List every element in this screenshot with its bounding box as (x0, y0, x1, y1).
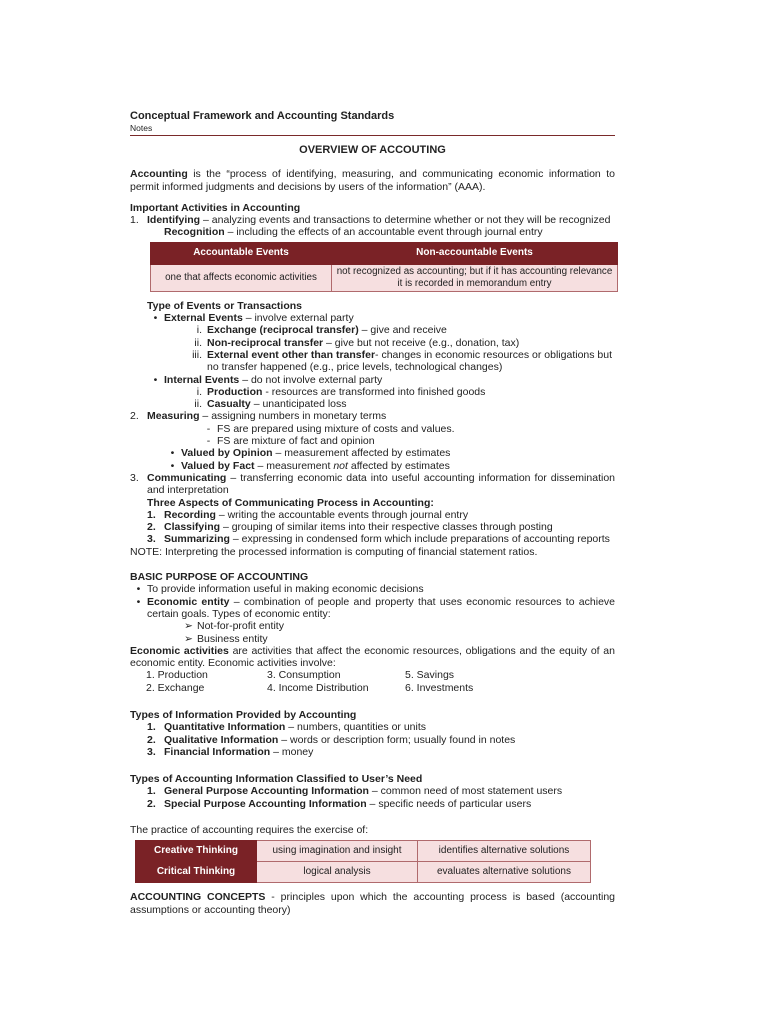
header-rule (130, 135, 615, 136)
aspects-heading: Three Aspects of Communicating Process in Accounting: (147, 496, 434, 509)
document-page (130, 110, 615, 916)
info-type-item (147, 734, 615, 746)
info-type-term: Financial Information (164, 745, 271, 758)
communicating-item (130, 472, 615, 497)
bullet: • (170, 447, 175, 460)
aspect-text: – expressing in condensed form which include preparations of accounting reports (229, 533, 610, 546)
activities-text: are activities that affect the economic resources, obligations and the equity of an economic entity. Economic activities involve: (130, 644, 615, 670)
sub-term: Exchange (reciprocal transfer) (207, 324, 359, 337)
concepts-text: - principles upon which the accounting process is based (accounting assumptions or accounting theory) (130, 891, 616, 916)
identifying-text: – analyzing events and transactions to determine whether or not they will be recognized (200, 214, 611, 227)
intro-paragraph (130, 168, 615, 193)
fact-text: – measurement (254, 459, 334, 472)
user-need-item (147, 798, 615, 810)
bullet: • (136, 583, 141, 596)
entity-type-text: Not-for-profit entity (197, 620, 284, 633)
roman-number: i. (196, 324, 202, 337)
practice-label-creative: Creative Thinking (136, 841, 257, 862)
opinion-term: Valued by Opinion (181, 447, 273, 460)
sub-term: Production (207, 385, 263, 398)
list-number: 3. (130, 471, 139, 484)
bullet: • (153, 312, 158, 325)
info-type-term: Qualitative Information (164, 733, 279, 746)
external-sub-item (180, 337, 615, 349)
measuring-term: Measuring (147, 410, 200, 423)
basic-purpose-heading: BASIC PURPOSE OF ACCOUNTING (130, 571, 309, 584)
user-needs-heading: Types of Accounting Information Classified to User’s Need (130, 773, 423, 786)
valued-fact-item (164, 460, 615, 472)
practice-cell: identifies alternative solutions (418, 841, 591, 862)
accounting-concepts-paragraph (130, 891, 615, 916)
identifying-item (130, 214, 615, 226)
info-type-text: – money (270, 745, 314, 758)
sub-term: External event other than transfer (207, 348, 376, 361)
economic-activities-paragraph (130, 645, 615, 670)
list-number: 1. (147, 721, 156, 734)
sub-term: Casualty (207, 398, 251, 411)
user-need-text: – specific needs of particular users (366, 797, 532, 810)
aspect-term: Classifying (164, 521, 221, 534)
info-type-text: – numbers, quantities or units (285, 721, 427, 734)
sub-text: – give and receive (358, 324, 447, 337)
activity-item: 1. Production (146, 669, 208, 682)
dash: - (206, 422, 211, 435)
aspect-term: Summarizing (164, 533, 230, 546)
list-number: 3. (147, 533, 156, 546)
dash-text: FS are mixture of fact and opinion (217, 435, 375, 448)
recognition-line (164, 226, 615, 238)
practice-table (135, 840, 591, 883)
activity-item: 5. Savings (405, 669, 455, 682)
aspect-item (147, 521, 615, 533)
internal-events-item (147, 374, 615, 386)
external-events-item (147, 312, 615, 324)
roman-number: iii. (192, 348, 202, 361)
events-header-accountable: Accountable Events (151, 242, 332, 264)
communicating-text: – transferring economic data into useful accounting information for dissemination and interpretation (147, 471, 615, 497)
interpreting-note: NOTE: Interpreting the processed information is computing of financial statement ratios. (130, 545, 538, 558)
external-sub-item (180, 349, 615, 374)
sub-text: – give but not receive (e.g., donation, tax) (323, 336, 520, 349)
measuring-dash-item (200, 435, 615, 447)
internal-term: Internal Events (164, 373, 240, 386)
entity-type-item (180, 620, 615, 632)
intro-term: Accounting (130, 168, 188, 181)
aspect-item (147, 509, 615, 521)
basic-bullet-text: To provide information useful in making economic decisions (147, 583, 424, 596)
roman-number: ii. (194, 336, 202, 349)
practice-label-critical: Critical Thinking (136, 862, 257, 883)
bullet: • (153, 373, 158, 386)
activity-item: 3. Consumption (267, 669, 341, 682)
internal-text: – do not involve external party (239, 373, 383, 386)
fact-term: Valued by Fact (181, 459, 255, 472)
activities-term: Economic activities (130, 644, 229, 657)
valued-opinion-item (164, 447, 615, 459)
sub-term: Non-reciprocal transfer (207, 336, 324, 349)
sub-text: - resources are transformed into finished goods (262, 385, 486, 398)
identifying-term: Identifying (147, 214, 201, 227)
measuring-item (130, 410, 615, 422)
entity-type-item (180, 633, 615, 645)
communicating-term: Communicating (147, 471, 227, 484)
fact-text-end: affected by estimates (347, 459, 450, 472)
dash-text: FS are prepared using mixture of costs and values. (217, 422, 455, 435)
sub-text: – unanticipated loss (250, 398, 347, 411)
events-cell-accountable: one that affects economic activities (151, 264, 332, 291)
list-number: 1. (147, 785, 156, 798)
activity-item: 2. Exchange (146, 681, 205, 694)
list-number: 3. (147, 745, 156, 758)
aspect-text: – grouping of similar items into their respective classes through posting (220, 521, 553, 534)
events-cell-nonaccountable: not recognized as accounting; but if it has accounting relevance it is recorded in memorandum entry (332, 264, 618, 291)
bullet: • (170, 459, 175, 472)
internal-sub-item (180, 398, 615, 410)
entity-type-text: Business entity (197, 632, 268, 645)
practice-intro: The practice of accounting requires the exercise of: (130, 824, 369, 837)
info-type-item (147, 721, 615, 733)
types-heading: Type of Events or Transactions (147, 299, 303, 312)
roman-number: i. (196, 385, 202, 398)
activities-list (146, 669, 473, 694)
practice-cell: using imagination and insight (257, 841, 418, 862)
opinion-text: – measurement affected by estimates (272, 447, 451, 460)
info-types-heading: Types of Information Provided by Accounting (130, 708, 357, 721)
intro-text: is the “process of identifying, measuring, and communicating economic information to permit informed judgments and decisions by users of the information” (AAA). (130, 168, 615, 193)
overview-title: OVERVIEW OF ACCOUTING (299, 144, 446, 156)
document-subtitle: Notes (130, 123, 153, 133)
aspect-item (147, 533, 615, 545)
entity-term: Economic entity (147, 595, 230, 608)
list-number: 2. (147, 733, 156, 746)
external-sub-item (180, 324, 615, 336)
events-table (150, 242, 618, 292)
user-need-term: General Purpose Accounting Information (164, 785, 369, 798)
recognition-term: Recognition (164, 226, 225, 239)
list-number: 2. (147, 797, 156, 810)
activity-item: 6. Investments (405, 681, 474, 694)
dash: - (206, 435, 211, 448)
user-need-item (147, 785, 615, 797)
arrow-bullet-icon: ➢ (184, 632, 193, 645)
list-number: 2. (130, 410, 139, 423)
info-type-item (147, 746, 615, 758)
arrow-bullet-icon: ➢ (184, 620, 193, 633)
list-number: 2. (147, 521, 156, 534)
sub-text: - changes in economic resources or obligations but no transfer happened (e.g., price levels, technological changes) (207, 348, 613, 374)
info-type-text: – words or description form; usually found in notes (278, 733, 516, 746)
events-header-nonaccountable: Non-accountable Events (332, 242, 618, 264)
entity-text: – combination of people and property that uses economic resources to achieve certain goals. Types of economic entity: (147, 595, 616, 620)
concepts-term: ACCOUNTING CONCEPTS (130, 891, 266, 904)
measuring-text: – assigning numbers in monetary terms (199, 410, 387, 423)
economic-entity-item (130, 596, 615, 621)
bullet: • (136, 595, 141, 608)
external-term: External Events (164, 312, 243, 325)
list-number: 1. (130, 214, 139, 227)
activity-item: 4. Income Distribution (267, 681, 369, 694)
roman-number: ii. (194, 398, 202, 411)
info-type-term: Quantitative Information (164, 721, 286, 734)
aspect-text: – writing the accountable events through journal entry (215, 508, 469, 521)
user-need-text: – common need of most statement users (368, 785, 563, 798)
aspect-term: Recording (164, 508, 216, 521)
important-heading: Important Activities in Accounting (130, 201, 301, 214)
external-text: – involve external party (242, 312, 354, 325)
practice-cell: evaluates alternative solutions (418, 862, 591, 883)
measuring-dash-item (200, 423, 615, 435)
practice-cell: logical analysis (257, 862, 418, 883)
list-number: 1. (147, 508, 156, 521)
recognition-text: – including the effects of an accountable event through journal entry (224, 226, 543, 239)
basic-bullet (130, 583, 615, 595)
user-need-term: Special Purpose Accounting Information (164, 797, 367, 810)
fact-emphasis: not (333, 459, 348, 472)
document-title: Conceptual Framework and Accounting Standards (130, 110, 395, 122)
internal-sub-item (180, 386, 615, 398)
